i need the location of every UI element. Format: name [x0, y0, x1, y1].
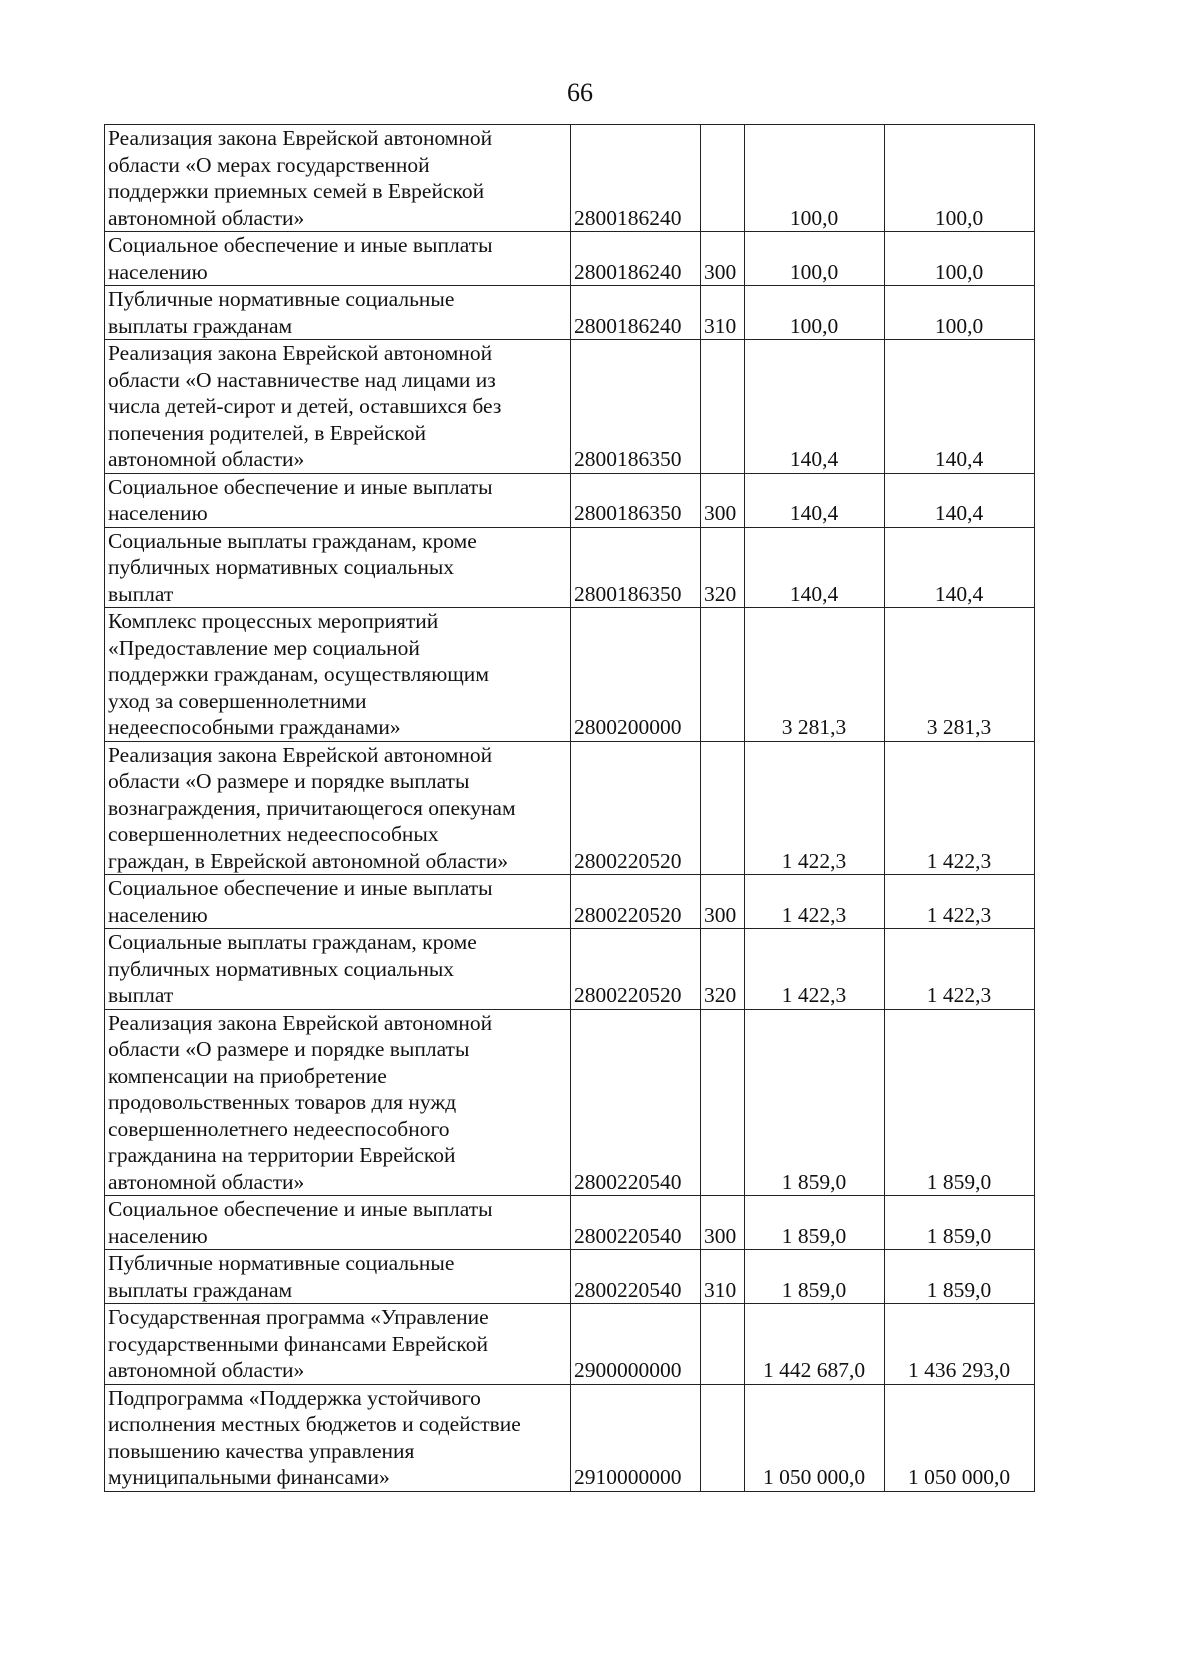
row-value-year1-cell: 1 442 687,0	[745, 1304, 885, 1385]
row-name-line: населению	[108, 259, 208, 284]
row-name-line: Социальные выплаты гражданам, кроме	[108, 528, 477, 553]
row-name-line: Социальное обеспечение и иные выплаты	[108, 876, 493, 900]
row-name-line: совершеннолетнего недееспособного	[108, 1116, 450, 1141]
row-name-line: поддержки гражданам, осуществляющим	[108, 662, 489, 686]
row-name-line: гражданина на территории Еврейской	[108, 1143, 456, 1167]
row-name-line: попечения родителей, в Еврейской	[108, 420, 426, 445]
row-name-line: выплат	[108, 983, 174, 1007]
row-code-cell: 2800186350	[571, 473, 701, 527]
row-name-cell	[105, 286, 571, 340]
row-name-line: выплаты гражданам	[108, 313, 293, 338]
row-name-line: Социальное обеспечение и иные выплаты	[108, 474, 493, 499]
row-name-line: вознаграждения, причитающегося опекунам	[108, 795, 516, 820]
row-name-line: автономной области»	[108, 1169, 305, 1194]
row-name-line: публичных нормативных социальных	[108, 956, 455, 981]
row-name-line: Реализация закона Еврейской автономной	[108, 126, 493, 150]
row-expense-type-cell: 300	[701, 232, 745, 286]
row-name-line: автономной области»	[108, 205, 305, 230]
row-name-cell	[105, 1384, 571, 1491]
row-name-cell	[105, 232, 571, 286]
row-name-line: компенсации на приобретение	[108, 1063, 387, 1088]
row-name-line: Комплекс процессных мероприятий	[108, 609, 439, 633]
budget-table	[104, 124, 1035, 1492]
row-value-year2-cell: 1 436 293,0	[885, 1304, 1035, 1385]
row-expense-type-cell	[701, 608, 745, 742]
row-name-line: государственными финансами Еврейской	[108, 1331, 488, 1356]
row-name-line: Подпрограмма «Поддержка устойчивого	[108, 1385, 481, 1410]
row-code-cell: 2800186240	[571, 232, 701, 286]
row-code-cell: 2800220540	[571, 1196, 701, 1250]
row-expense-type-cell	[701, 125, 745, 232]
row-code-cell: 2800220520	[571, 875, 701, 929]
row-name-line: муниципальными финансами»	[108, 1465, 390, 1489]
table-row	[105, 232, 1035, 286]
row-value-year2-cell: 1 859,0	[885, 1009, 1035, 1196]
row-name-line: автономной области»	[108, 447, 305, 471]
row-code-cell: 2800220520	[571, 929, 701, 1010]
row-name-line: недееспособными гражданами»	[108, 715, 401, 739]
row-name-line: исполнения местных бюджетов и содействие	[108, 1412, 521, 1436]
row-name-cell	[105, 527, 571, 608]
row-name-line: Реализация закона Еврейской автономной	[108, 1010, 493, 1035]
row-name-cell	[105, 929, 571, 1010]
row-expense-type-cell: 310	[701, 1250, 745, 1304]
row-value-year2-cell: 100,0	[885, 125, 1035, 232]
budget-table-body	[105, 125, 1035, 1492]
row-name-line: области «О наставничестве над лицами из	[108, 367, 496, 392]
row-code-cell: 2800186240	[571, 125, 701, 232]
table-row	[105, 473, 1035, 527]
row-name-cell	[105, 1196, 571, 1250]
row-name-line: населению	[108, 1223, 208, 1248]
row-expense-type-cell: 320	[701, 929, 745, 1010]
row-value-year1-cell: 1 859,0	[745, 1250, 885, 1304]
row-name-line: продовольственных товаров для нужд	[108, 1090, 457, 1114]
row-name-line: Социальные выплаты гражданам, кроме	[108, 930, 477, 954]
row-name-line: Социальное обеспечение и иные выплаты	[108, 1197, 493, 1221]
table-row	[105, 741, 1035, 875]
row-name-cell	[105, 340, 571, 474]
page-number: 66	[567, 78, 593, 107]
row-code-cell: 2910000000	[571, 1384, 701, 1491]
row-name-cell	[105, 608, 571, 742]
row-value-year1-cell: 100,0	[745, 125, 885, 232]
row-value-year1-cell: 1 422,3	[745, 875, 885, 929]
row-name-line: Публичные нормативные социальные	[108, 1251, 455, 1275]
row-expense-type-cell: 320	[701, 527, 745, 608]
table-row	[105, 875, 1035, 929]
table-row	[105, 125, 1035, 232]
row-name-line: Государственная программа «Управление	[108, 1305, 489, 1329]
row-name-cell	[105, 1009, 571, 1196]
row-value-year2-cell: 1 050 000,0	[885, 1384, 1035, 1491]
row-name-cell	[105, 473, 571, 527]
row-name-cell	[105, 125, 571, 232]
row-name-cell	[105, 1250, 571, 1304]
row-name-line: совершеннолетних недееспособных	[108, 822, 439, 846]
row-expense-type-cell	[701, 340, 745, 474]
row-value-year1-cell: 100,0	[745, 286, 885, 340]
row-name-cell	[105, 741, 571, 875]
row-name-line: области «О размере и порядке выплаты	[108, 1037, 470, 1061]
row-code-cell: 2800186240	[571, 286, 701, 340]
row-expense-type-cell	[701, 1304, 745, 1385]
row-name-line: выплаты гражданам	[108, 1277, 293, 1302]
row-expense-type-cell: 300	[701, 875, 745, 929]
row-value-year1-cell: 1 422,3	[745, 741, 885, 875]
row-value-year1-cell: 3 281,3	[745, 608, 885, 742]
row-name-line: Социальное обеспечение и иные выплаты	[108, 233, 493, 257]
row-value-year1-cell: 1 422,3	[745, 929, 885, 1010]
row-expense-type-cell	[701, 741, 745, 875]
table-row	[105, 527, 1035, 608]
row-value-year1-cell: 1 859,0	[745, 1196, 885, 1250]
row-name-line: области «О мерах государственной	[108, 152, 430, 177]
table-row	[105, 1384, 1035, 1491]
row-code-cell: 2800220540	[571, 1009, 701, 1196]
table-row	[105, 929, 1035, 1010]
row-value-year2-cell: 100,0	[885, 286, 1035, 340]
row-value-year1-cell: 140,4	[745, 527, 885, 608]
row-code-cell: 2800186350	[571, 340, 701, 474]
row-value-year1-cell: 140,4	[745, 340, 885, 474]
row-name-line: выплат	[108, 581, 174, 606]
row-value-year2-cell: 1 422,3	[885, 929, 1035, 1010]
row-value-year2-cell: 1 859,0	[885, 1250, 1035, 1304]
row-code-cell: 2800220540	[571, 1250, 701, 1304]
table-row	[105, 1250, 1035, 1304]
row-code-cell: 2900000000	[571, 1304, 701, 1385]
row-name-line: Реализация закона Еврейской автономной	[108, 341, 493, 365]
row-value-year2-cell: 100,0	[885, 232, 1035, 286]
table-row	[105, 340, 1035, 474]
row-expense-type-cell	[701, 1384, 745, 1491]
row-value-year2-cell: 140,4	[885, 473, 1035, 527]
row-name-line: числа детей-сирот и детей, оставшихся без	[108, 394, 502, 418]
row-expense-type-cell: 300	[701, 1196, 745, 1250]
row-value-year2-cell: 1 422,3	[885, 875, 1035, 929]
table-row	[105, 1009, 1035, 1196]
row-name-line: уход за совершеннолетними	[108, 688, 367, 713]
table-row	[105, 1304, 1035, 1385]
row-name-line: населению	[108, 902, 208, 927]
row-value-year1-cell: 100,0	[745, 232, 885, 286]
row-value-year2-cell: 1 422,3	[885, 741, 1035, 875]
row-value-year1-cell: 140,4	[745, 473, 885, 527]
row-expense-type-cell: 310	[701, 286, 745, 340]
row-name-line: Реализация закона Еврейской автономной	[108, 742, 493, 767]
row-value-year2-cell: 1 859,0	[885, 1196, 1035, 1250]
row-name-line: граждан, в Еврейской автономной области»	[108, 848, 509, 873]
row-name-line: населению	[108, 501, 208, 525]
row-name-cell	[105, 1304, 571, 1385]
row-value-year1-cell: 1 859,0	[745, 1009, 885, 1196]
row-value-year2-cell: 3 281,3	[885, 608, 1035, 742]
row-code-cell: 2800200000	[571, 608, 701, 742]
table-row	[105, 1196, 1035, 1250]
row-name-line: автономной области»	[108, 1358, 305, 1382]
row-name-line: «Предоставление мер социальной	[108, 635, 420, 660]
row-code-cell: 2800220520	[571, 741, 701, 875]
table-row	[105, 286, 1035, 340]
row-name-line: области «О размере и порядке выплаты	[108, 769, 470, 793]
table-row	[105, 608, 1035, 742]
row-code-cell: 2800186350	[571, 527, 701, 608]
row-value-year2-cell: 140,4	[885, 527, 1035, 608]
row-name-line: Публичные нормативные социальные	[108, 287, 455, 311]
row-value-year2-cell: 140,4	[885, 340, 1035, 474]
row-value-year1-cell: 1 050 000,0	[745, 1384, 885, 1491]
row-name-cell	[105, 875, 571, 929]
row-name-line: повышению качества управления	[108, 1438, 415, 1463]
row-expense-type-cell	[701, 1009, 745, 1196]
row-name-line: поддержки приемных семей в Еврейской	[108, 179, 485, 203]
row-name-line: публичных нормативных социальных	[108, 555, 455, 579]
row-expense-type-cell: 300	[701, 473, 745, 527]
